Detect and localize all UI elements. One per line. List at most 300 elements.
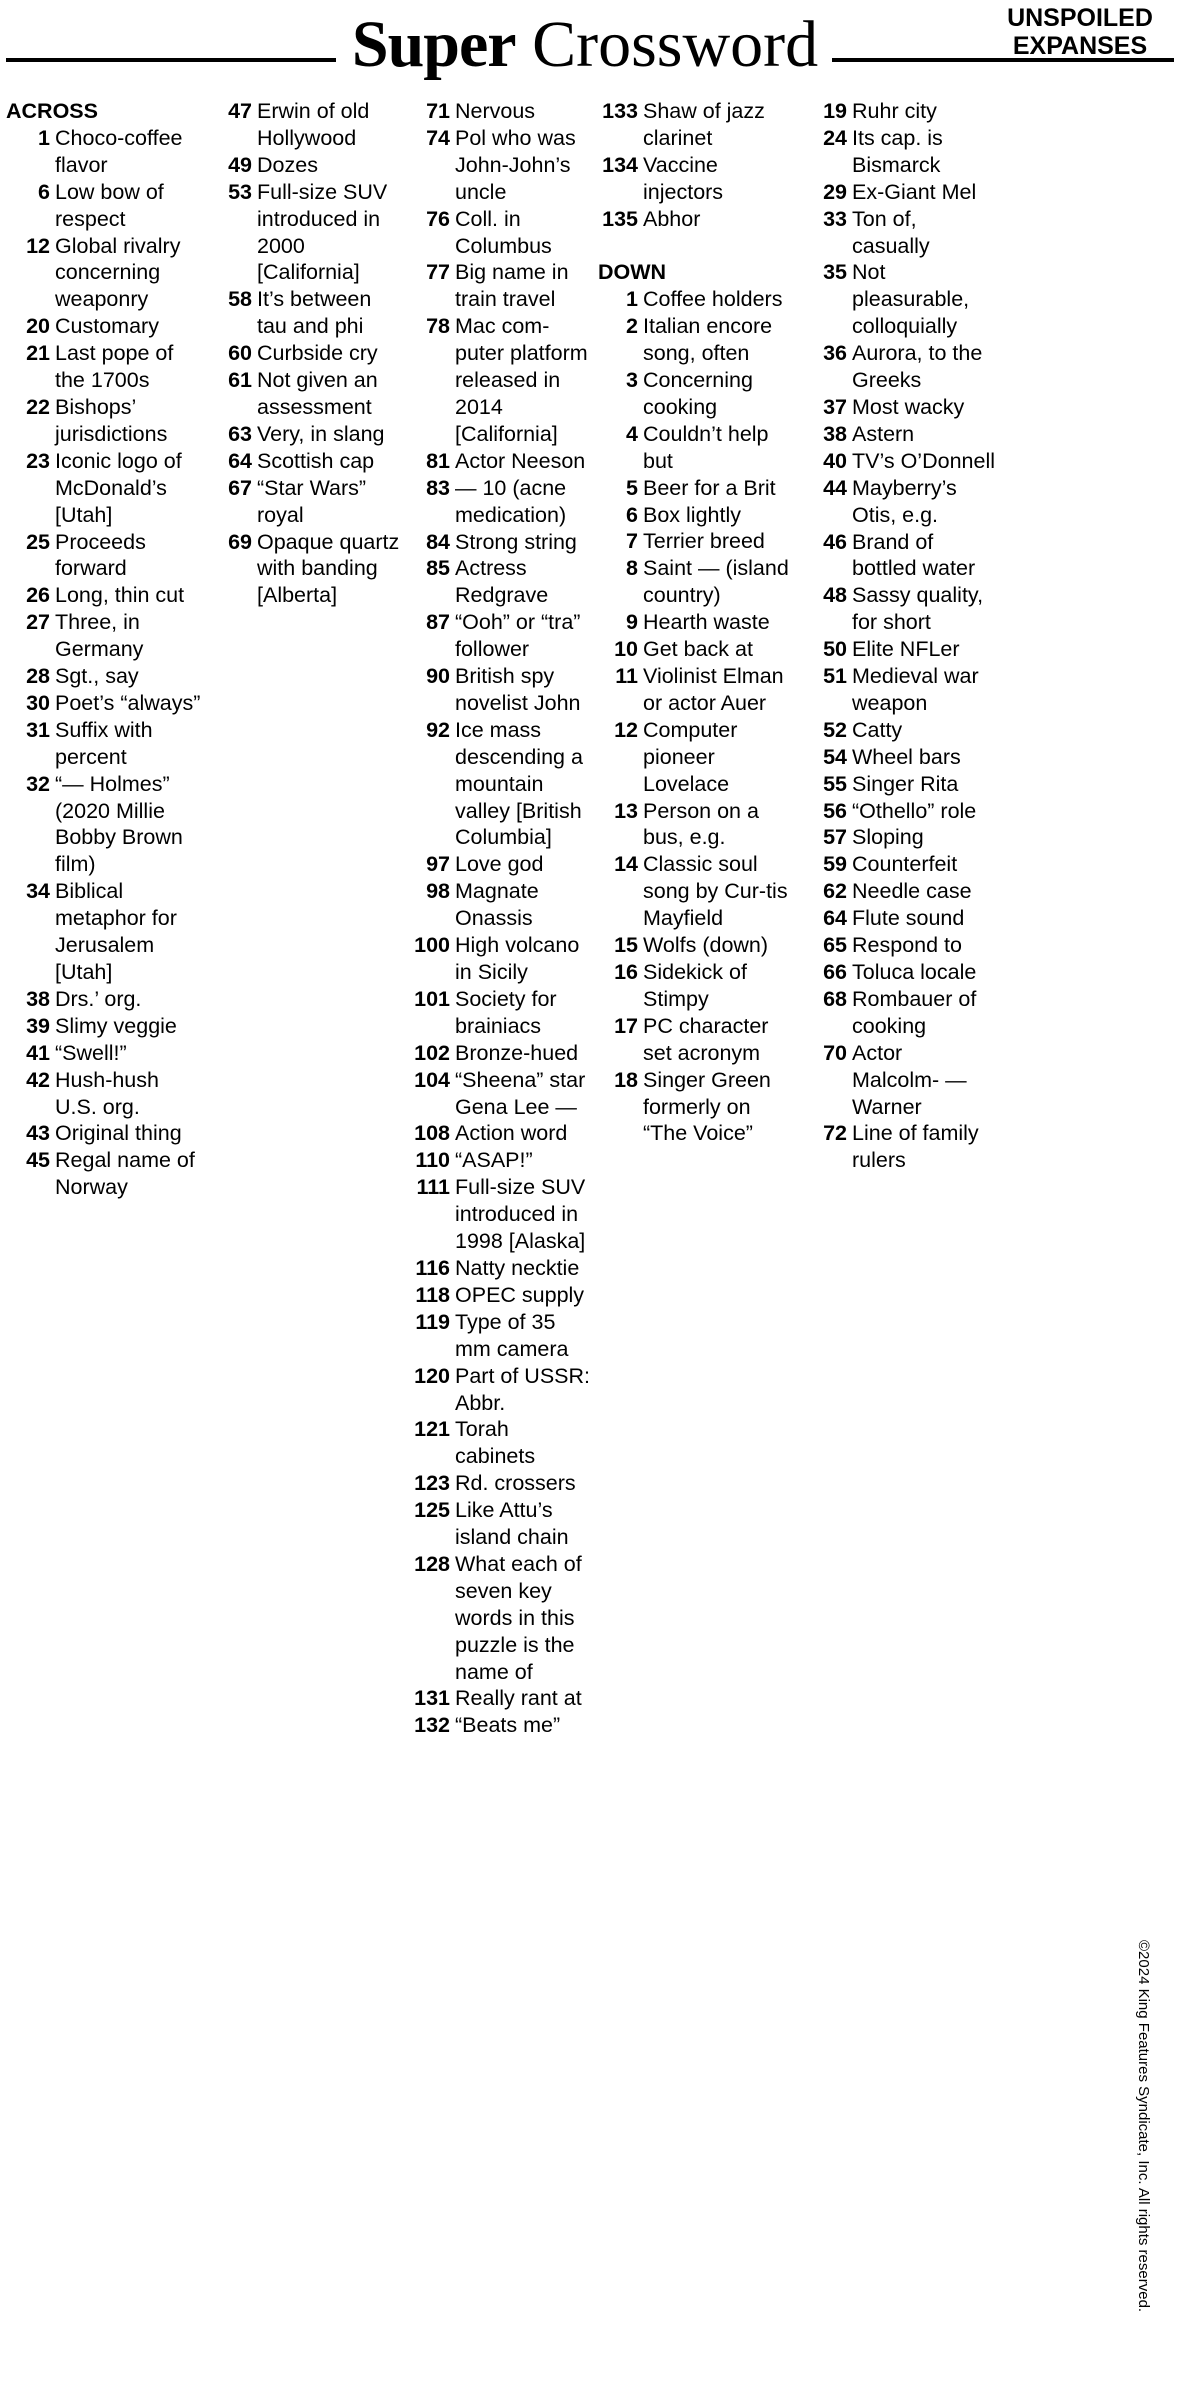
clue-text: Singer Green formerly on “The Voice”	[643, 1067, 771, 1146]
down-clue-12	[598, 717, 798, 798]
clue-text: Dozes	[257, 152, 318, 177]
clue-text: Computer pioneer Lovelace	[643, 717, 738, 796]
across-clue-61	[208, 367, 406, 421]
clue-number: 135	[602, 206, 638, 231]
clue-number: 17	[614, 1013, 638, 1038]
clue-number: 42	[26, 1067, 50, 1092]
down-clue-54	[805, 744, 995, 771]
clue-number: 71	[426, 99, 450, 123]
clue-number: 1	[626, 287, 638, 312]
clue-number: 27	[26, 610, 50, 635]
clue-text: Saint — (island country)	[643, 556, 789, 608]
clue-text: Long, thin cut	[55, 583, 185, 608]
clue-text: Couldn’t help but	[643, 421, 769, 473]
clue-text: Curbside cry	[257, 341, 378, 366]
down-clue-40	[805, 448, 995, 475]
clue-number: 14	[614, 852, 638, 877]
clue-text: Ex-Giant Mel	[852, 179, 977, 204]
across-clue-22	[6, 394, 204, 448]
down-clue-5	[598, 475, 798, 502]
clue-text: “ASAP!”	[455, 1148, 533, 1173]
clue-number: 72	[823, 1121, 847, 1146]
clue-number: 90	[426, 664, 450, 689]
clue-number: 9	[626, 610, 638, 635]
across-clue-60	[208, 340, 406, 367]
across-clue-41	[6, 1040, 204, 1067]
clue-text: Brand of bottled water	[852, 529, 976, 581]
clue-text: Nervous	[455, 99, 536, 123]
clue-number: 4	[626, 421, 638, 446]
clue-list	[0, 98, 1200, 1738]
down-clue-38	[805, 421, 995, 448]
clue-text: Not pleasurable, colloquially	[852, 260, 970, 339]
across-clue-69	[208, 529, 406, 610]
clue-text: Action word	[455, 1121, 568, 1146]
clue-text: Abhor	[643, 206, 701, 231]
clue-text: Choco-coffee flavor	[55, 125, 183, 177]
clue-number: 57	[823, 825, 847, 850]
clue-text: “— Holmes” (2020 Millie Bobby Brown film)	[55, 771, 183, 877]
puzzle-title	[340, 10, 830, 80]
clue-text: Actress Redgrave	[455, 556, 549, 608]
across-clue-63	[208, 421, 406, 448]
clue-number: 55	[823, 771, 847, 796]
clue-text: Ton of, casually	[852, 206, 930, 258]
clue-text: Box lightly	[643, 502, 741, 527]
clue-number: 50	[823, 637, 847, 662]
across-clue-76	[410, 206, 594, 260]
clue-number: 111	[416, 1175, 450, 1200]
clue-number: 63	[228, 421, 252, 446]
clue-number: 33	[823, 206, 847, 231]
across-clue-12	[6, 233, 204, 314]
clue-number: 21	[26, 341, 50, 366]
clue-text: Last pope of the 1700s	[55, 341, 174, 393]
clue-text: Not given an assessment	[257, 368, 378, 419]
across-clue-101	[410, 986, 594, 1040]
clue-number: 92	[426, 717, 450, 742]
down-clue-24	[805, 125, 995, 179]
across-clue-71	[410, 98, 594, 125]
clue-number: 6	[626, 502, 638, 527]
clue-number: 30	[26, 690, 50, 715]
down-clue-68	[805, 986, 995, 1040]
clue-number: 101	[414, 986, 450, 1011]
clue-text: Mac com-puter platform released in 2014 [California]	[455, 314, 588, 446]
clue-text: Erwin of old Hollywood	[257, 99, 370, 150]
clue-number: 108	[414, 1121, 450, 1146]
clue-text: Italian encore song, often	[643, 314, 773, 366]
across-clue-134	[598, 152, 798, 206]
clue-number: 69	[228, 529, 252, 554]
down-clue-8	[598, 555, 798, 609]
down-clue-33	[805, 206, 995, 260]
clue-number: 56	[823, 798, 847, 823]
clue-number: 54	[823, 744, 847, 769]
clue-text: Medieval war weapon	[852, 664, 979, 715]
down-clue-44	[805, 475, 995, 529]
clue-text: PC character set acronym	[643, 1013, 769, 1065]
clue-number: 43	[26, 1121, 50, 1146]
clue-text: TV’s O’Donnell	[852, 448, 995, 473]
clue-number: 23	[26, 448, 50, 473]
clue-text: Counterfeit	[852, 852, 958, 877]
down-heading: DOWN	[598, 260, 667, 285]
clue-number: 64	[823, 906, 847, 931]
across-clue-45	[6, 1147, 204, 1201]
clue-text: Proceeds forward	[55, 529, 146, 581]
clue-number: 6	[38, 179, 50, 204]
down-clue-18	[598, 1067, 798, 1148]
clue-column	[598, 98, 798, 1147]
across-clue-97	[410, 851, 594, 878]
clue-number: 45	[26, 1148, 50, 1173]
clue-number: 44	[823, 475, 847, 500]
across-clue-85	[410, 555, 594, 609]
clue-number: 123	[414, 1471, 450, 1496]
clue-text: Opaque quartz with banding [Alberta]	[257, 529, 400, 608]
clue-text: Coll. in Columbus	[455, 206, 552, 258]
clue-text: Biblical metaphor for Jerusalem [Utah]	[55, 879, 177, 984]
clue-text: Its cap. is Bismarck	[852, 125, 943, 177]
clue-column	[6, 98, 204, 1201]
across-clue-53	[208, 179, 406, 287]
down-clue-52	[805, 717, 995, 744]
across-clue-135	[598, 206, 798, 233]
theme-line-1: UNSPOILED	[1007, 4, 1153, 32]
across-clue-20	[6, 313, 204, 340]
across-clue-58	[208, 286, 406, 340]
clue-number: 61	[228, 368, 252, 393]
clue-number: 19	[823, 99, 847, 123]
clue-text: Customary	[55, 314, 159, 339]
clue-text: Hearth waste	[643, 610, 770, 635]
clue-number: 28	[26, 664, 50, 689]
across-clue-28	[6, 663, 204, 690]
clue-text: Wheel bars	[852, 744, 961, 769]
across-clue-98	[410, 878, 594, 932]
clue-text: Rd. crossers	[455, 1471, 576, 1496]
clue-column	[805, 98, 995, 1174]
clue-text: Elite NFLer	[852, 637, 960, 662]
clue-text: Society for brainiacs	[455, 986, 557, 1038]
across-clue-34	[6, 878, 204, 986]
clue-number: 65	[823, 933, 847, 958]
clue-number: 85	[426, 556, 450, 581]
copyright-notice: ©2024 King Features Syndicate, Inc. All rights reserved.	[1135, 1940, 1152, 2313]
clue-text: “Sheena” star Gena Lee —	[455, 1067, 586, 1119]
clue-number: 26	[26, 583, 50, 608]
clue-number: 68	[823, 986, 847, 1011]
clue-number: 60	[228, 341, 252, 366]
down-clue-10	[598, 636, 798, 663]
clue-number: 24	[823, 125, 847, 150]
clue-text: Love god	[455, 852, 544, 877]
clue-number: 66	[823, 960, 847, 984]
clue-number: 10	[614, 637, 638, 662]
clue-text: Iconic logo of McDonald’s [Utah]	[55, 448, 182, 527]
down-clue-2	[598, 313, 798, 367]
clue-text: Concerning cooking	[643, 368, 753, 419]
across-clue-49	[208, 152, 406, 179]
header	[0, 0, 1200, 95]
clue-number: 100	[414, 933, 450, 958]
clue-number: 132	[414, 1713, 450, 1738]
across-clue-100	[410, 932, 594, 986]
across-clue-92	[410, 717, 594, 852]
across-clue-39	[6, 1013, 204, 1040]
across-clue-102	[410, 1040, 594, 1067]
down-clue-51	[805, 663, 995, 717]
down-clue-56	[805, 798, 995, 825]
crossword-grid[interactable]	[6, 1242, 1174, 2380]
clue-text: Beer for a Brit	[643, 475, 776, 500]
clue-text: Original thing	[55, 1121, 182, 1146]
down-clue-65	[805, 932, 995, 959]
across-clue-67	[208, 475, 406, 529]
down-clue-3	[598, 367, 798, 421]
clue-text: “Othello” role	[852, 798, 977, 823]
clue-text: Violinist Elman or actor Auer	[643, 664, 784, 715]
clue-text: Vaccine injectors	[643, 152, 724, 204]
across-clue-6	[6, 179, 204, 233]
across-clue-47	[208, 98, 406, 152]
clue-number: 32	[26, 771, 50, 796]
clue-number: 87	[426, 610, 450, 635]
clue-number: 67	[228, 475, 252, 500]
clue-text: “Beats me”	[455, 1713, 561, 1738]
clue-text: Rombauer of cooking	[852, 986, 977, 1038]
clue-number: 74	[426, 125, 450, 150]
clue-text: Slimy veggie	[55, 1013, 177, 1038]
across-clue-104	[410, 1067, 594, 1121]
clue-text: Respond to	[852, 933, 962, 958]
clue-text: Actor Neeson	[455, 448, 586, 473]
down-clue-35	[805, 259, 995, 340]
clue-number: 37	[823, 394, 847, 419]
clue-number: 16	[614, 959, 638, 984]
clue-text: Torah cabinets	[455, 1417, 536, 1469]
clue-number: 110	[415, 1148, 450, 1173]
down-clue-57	[805, 824, 995, 851]
down-clue-16	[598, 959, 798, 1013]
down-clue-64	[805, 905, 995, 932]
clue-number: 121	[414, 1417, 450, 1442]
clue-text: Hush-hush U.S. org.	[55, 1067, 159, 1119]
clue-text: Wolfs (down)	[643, 933, 769, 958]
clue-text: It’s between tau and phi	[257, 287, 372, 339]
clue-number: 47	[228, 99, 252, 123]
clue-text: Low bow of respect	[55, 179, 164, 231]
clue-number: 38	[26, 986, 50, 1011]
down-clue-7	[598, 528, 798, 555]
clue-text: Big name in train travel	[455, 260, 569, 312]
clue-number: 15	[614, 933, 638, 958]
puzzle-theme	[980, 4, 1180, 60]
clue-number: 58	[228, 287, 252, 312]
clue-number: 125	[414, 1498, 450, 1523]
across-clue-32	[6, 771, 204, 879]
clue-text: Singer Rita	[852, 771, 959, 796]
clue-number: 102	[414, 1040, 450, 1065]
clue-number: 36	[823, 341, 847, 366]
down-clue-4	[598, 421, 798, 475]
clue-number: 35	[823, 260, 847, 285]
clue-number: 5	[626, 475, 638, 500]
across-clue-83	[410, 475, 594, 529]
clue-number: 3	[626, 368, 638, 393]
clue-number: 46	[823, 529, 847, 554]
clue-number: 118	[415, 1282, 450, 1307]
clue-text: Most wacky	[852, 394, 965, 419]
clue-text: Get back at	[643, 637, 753, 662]
clue-number: 84	[426, 529, 450, 554]
clue-text: Really rant at	[455, 1686, 582, 1711]
clue-text: “Swell!”	[55, 1040, 127, 1065]
clue-text: Pol who was John-John’s uncle	[455, 125, 576, 204]
clue-number: 40	[823, 448, 847, 473]
clue-text: Sloping	[852, 825, 924, 850]
clue-text: Suffix with percent	[55, 717, 153, 769]
down-clue-59	[805, 851, 995, 878]
clue-number: 25	[26, 529, 50, 554]
across-clue-74	[410, 125, 594, 206]
clue-number: 20	[26, 314, 50, 339]
clue-number: 12	[26, 233, 50, 258]
clue-number: 83	[426, 475, 450, 500]
clue-number: 29	[823, 179, 847, 204]
clue-number: 31	[26, 717, 50, 742]
clue-text: Very, in slang	[257, 421, 385, 446]
clue-text: High volcano in Sicily	[455, 933, 580, 984]
clue-text: British spy novelist John	[455, 664, 581, 715]
title-bold: Super	[351, 8, 516, 81]
clue-text: Coffee holders	[643, 287, 783, 312]
clue-text: Drs.’ org.	[55, 986, 142, 1011]
clue-text: Bronze-hued	[455, 1040, 579, 1065]
clue-text: Sidekick of Stimpy	[643, 959, 747, 1011]
across-clue-38	[6, 986, 204, 1013]
down-clue-66	[805, 959, 995, 986]
down-clue-15	[598, 932, 798, 959]
across-clue-78	[410, 313, 594, 448]
across-clue-1	[6, 125, 204, 179]
clue-number: 49	[228, 152, 252, 177]
clue-text: Sassy quality, for short	[852, 583, 984, 635]
clue-number: 8	[626, 556, 638, 581]
clue-text: Classic soul song by Cur-tis Mayfield	[643, 852, 788, 931]
clue-number: 116	[415, 1255, 450, 1280]
clue-text: Strong string	[455, 529, 577, 554]
down-clue-13	[598, 798, 798, 852]
clue-number: 97	[426, 852, 450, 877]
down-clue-62	[805, 878, 995, 905]
across-clue-81	[410, 448, 594, 475]
down-clue-50	[805, 636, 995, 663]
clue-number: 119	[415, 1309, 450, 1334]
across-clue-26	[6, 582, 204, 609]
clue-text: What each of seven key words in this puzzle is the name of	[455, 1551, 582, 1684]
across-clue-90	[410, 663, 594, 717]
clue-text: Toluca locale	[852, 960, 977, 984]
across-clue-42	[6, 1067, 204, 1121]
clue-text: Three, in Germany	[55, 610, 144, 662]
clue-text: Global rivalry concerning weaponry	[55, 233, 181, 312]
clue-number: 11	[615, 664, 638, 689]
clue-text: Full-size SUV introduced in 1998 [Alaska]	[455, 1175, 586, 1254]
down-clue-1	[598, 286, 798, 313]
clue-number: 128	[414, 1551, 450, 1576]
across-clue-43	[6, 1120, 204, 1147]
clue-text: Line of family rulers	[852, 1121, 979, 1173]
clue-text: “Star Wars” royal	[257, 475, 367, 527]
clue-number: 120	[414, 1363, 450, 1388]
across-clue-110	[410, 1147, 594, 1174]
clue-number: 104	[414, 1067, 450, 1092]
theme-line-2: EXPANSES	[1012, 32, 1148, 60]
clue-number: 51	[823, 664, 847, 689]
clue-text: Aurora, to the Greeks	[852, 341, 983, 393]
clue-number: 134	[602, 152, 638, 177]
clue-text: Terrier breed	[643, 529, 765, 554]
clue-text: Person on a bus, e.g.	[643, 798, 759, 850]
clue-number: 59	[823, 852, 847, 877]
clue-number: 70	[823, 1040, 847, 1065]
clue-text: Astern	[852, 421, 915, 446]
across-heading: ACROSS	[6, 99, 98, 123]
down-clue-17	[598, 1013, 798, 1067]
clue-number: 98	[426, 879, 450, 904]
across-clue-30	[6, 690, 204, 717]
across-clue-21	[6, 340, 204, 394]
down-clue-36	[805, 340, 995, 394]
down-clue-48	[805, 582, 995, 636]
down-clue-46	[805, 529, 995, 583]
down-clue-29	[805, 179, 995, 206]
across-clue-27	[6, 609, 204, 663]
clue-number: 53	[228, 179, 252, 204]
section-gap	[598, 233, 798, 260]
clue-number: 81	[426, 448, 450, 473]
clue-number: 64	[228, 448, 252, 473]
clue-text: Sgt., say	[55, 664, 139, 689]
clue-number: 7	[626, 529, 638, 554]
clue-number: 77	[426, 260, 450, 285]
down-clue-6	[598, 502, 798, 529]
clue-text: Ruhr city	[852, 99, 937, 123]
clue-text: — 10 (acne medication)	[455, 475, 567, 527]
across-clue-108	[410, 1120, 594, 1147]
down-clue-55	[805, 771, 995, 798]
clue-number: 34	[26, 879, 50, 904]
clue-text: Scottish cap	[257, 448, 375, 473]
clue-text: Catty	[852, 717, 903, 742]
clue-text: “Ooh” or “tra” follower	[455, 610, 581, 662]
down-clue-14	[598, 851, 798, 932]
across-clue-133	[598, 98, 798, 152]
clue-number: 52	[823, 717, 847, 742]
clue-number: 2	[626, 314, 638, 339]
clue-number: 41	[26, 1040, 50, 1065]
down-clue-11	[598, 663, 798, 717]
clue-number: 62	[823, 879, 847, 904]
clue-text: Ice mass descending a mountain valley [British Columbia]	[455, 717, 583, 850]
across-clue-23	[6, 448, 204, 529]
clue-text: Bishops’ jurisdictions	[55, 394, 168, 446]
clue-number: 76	[426, 206, 450, 231]
title-rule-left	[6, 58, 336, 62]
clue-text: OPEC supply	[455, 1282, 585, 1307]
